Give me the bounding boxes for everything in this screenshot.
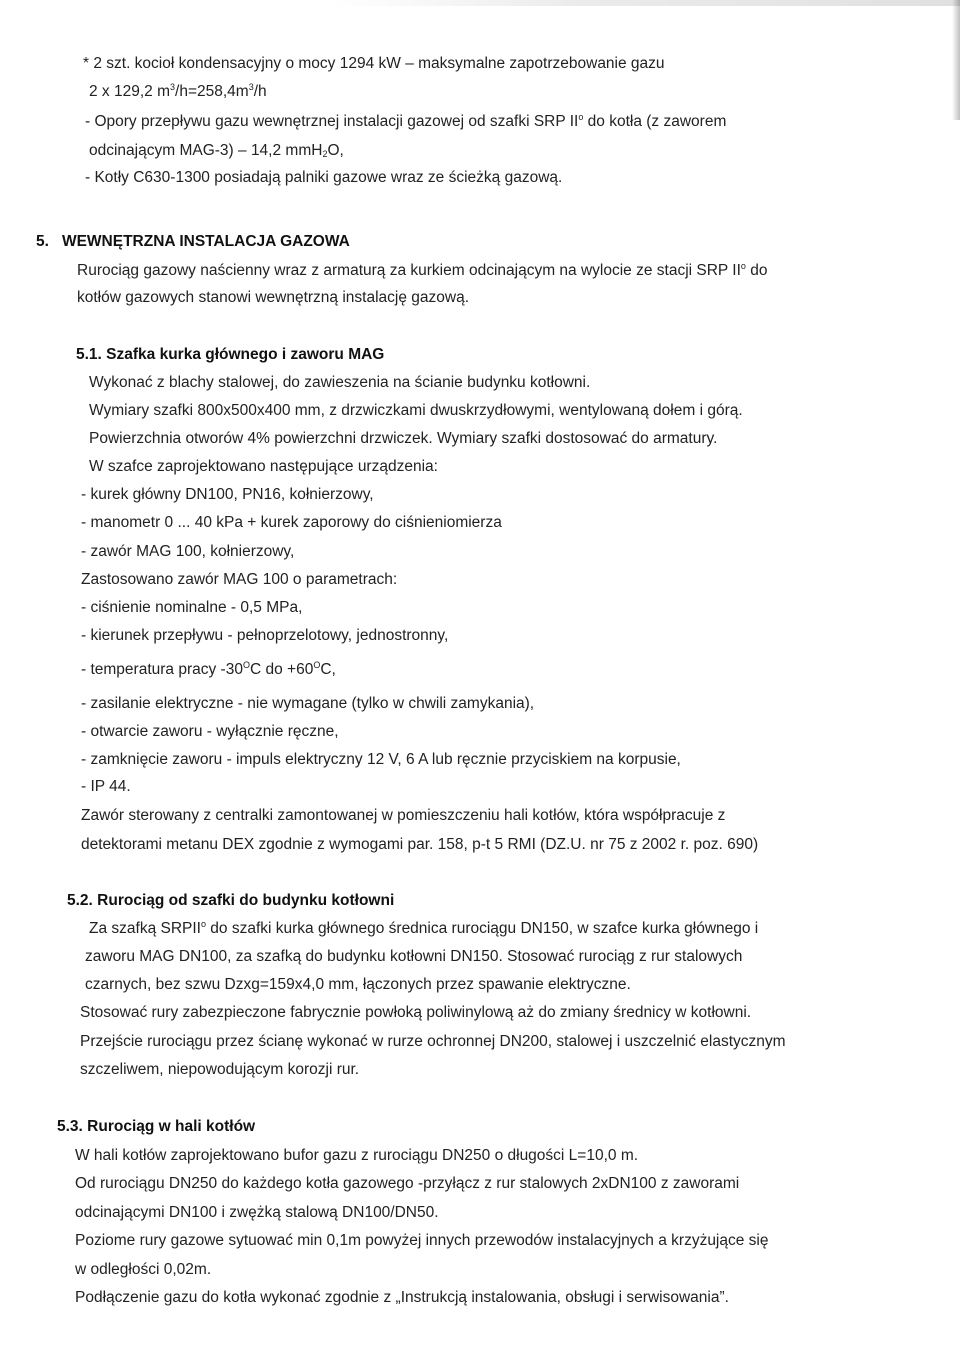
- section-5-1-list-item: - zasilanie elektryczne - nie wymagane (tylko w chwili zamykania),: [81, 695, 535, 712]
- section-5-1-list-item: - otwarcie zaworu - wyłącznie ręczne,: [81, 723, 339, 740]
- section-5-1-temperature-item: - temperatura pracy $-30^OC$ do $+60^OC$,: [81, 660, 336, 678]
- section-5-1-line: Wymiary szafki 800x500x400 mm, z drzwiczkami dwuskrzydłowymi, wentylowaną dołem i górą.: [89, 402, 743, 419]
- section-5-1-list-item: - IP 44.: [81, 778, 131, 795]
- section-5-paragraph-line-1: Rurociąg gazowy naścienny wraz z armaturą za kurkiem odcinającym na wylocie ze stacji SRP $II^o$ do: [77, 261, 768, 279]
- section-5-2-line: szczeliwem, niepowodującym korozji rur.: [80, 1061, 360, 1078]
- section-5-1-line: Wykonać z blachy stalowej, do zawieszenia na ścianie budynku kotłowni.: [89, 374, 591, 391]
- section-5-3-heading: 5.3. Rurociąg w hali kotłów: [57, 1118, 256, 1135]
- section-5-1-heading: 5.1. Szafka kurka głównego i zaworu MAG: [76, 346, 385, 363]
- section-5-2-line: czarnych, bez szwu Dzxg=159x4,0 mm, łączonych przez spawanie elektryczne.: [85, 976, 631, 993]
- section-5-1-list-item: - zawór MAG 100, kołnierzowy,: [81, 543, 295, 560]
- section-5-1-line: Powierzchnia otworów 4% powierzchni drzwiczek. Wymiary szafki dostosować do armatury.: [89, 430, 718, 447]
- flow-resistance-line-2: odcinającym MAG-3) – 14,2 mmH$_2$O,: [89, 142, 344, 159]
- section-5-3-line: W hali kotłów zaprojektowano bufor gazu z rurociągu DN250 o długości L=10,0 m.: [75, 1147, 639, 1164]
- section-5-1-list-item: - kierunek przepływu - pełnoprzelotowy, jednostronny,: [81, 627, 449, 644]
- section-5-heading: 5. WEWNĘTRZNA INSTALACJA GAZOWA: [36, 233, 350, 250]
- section-5-1-list-item: - ciśnienie nominalne - 0,5 MPa,: [81, 599, 303, 616]
- section-5-2-heading: 5.2. Rurociąg od szafki do budynku kotłowni: [67, 892, 395, 909]
- section-5-2-line: Za szafką SRPII$^o$ do szafki kurka głównego średnica rurociągu DN150, w szafce kurka głównego i: [89, 919, 759, 937]
- section-5-1-line: W szafce zaprojektowano następujące urządzenia:: [89, 458, 438, 475]
- section-5-1-line: detektorami metanu DEX zgodnie z wymogami par. 158, p-t 5 RMI (DZ.U. nr 75 z 2002 r. poz. 690): [81, 836, 759, 853]
- section-5-paragraph-line-2: kotłów gazowych stanowi wewnętrzną instalację gazową.: [77, 289, 470, 306]
- section-5-1-list-item: - zamknięcie zaworu - impuls elektryczny 12 V, 6 A lub ręcznie przyciskiem na korpusie,: [81, 751, 681, 768]
- section-5-1-line: Zastosowano zawór MAG 100 o parametrach:: [81, 571, 398, 588]
- section-5-1-line: Zawór sterowany z centralki zamontowanej w pomieszczeniu hali kotłów, która współpracuje z: [81, 807, 726, 824]
- scan-edge-right: [952, 0, 960, 120]
- section-5-2-line: zaworu MAG DN100, za szafką do budynku kotłowni DN150. Stosować rurociąg z rur stalowych: [85, 948, 743, 965]
- section-5-3-line: w odległości 0,02m.: [75, 1261, 212, 1278]
- section-5-1-list-item: - kurek główny DN100, PN16, kołnierzowy,: [81, 486, 374, 503]
- section-5-3-line: Poziome rury gazowe sytuować min 0,1m powyżej innych przewodów instalacyjnych a krzyżujące się: [75, 1232, 769, 1249]
- section-5-1-list-item: - manometr 0 ... 40 kPa + kurek zaporowy do ciśnieniomierza: [81, 514, 502, 531]
- section-5-3-line: Podłączenie gazu do kotła wykonać zgodnie z „Instrukcją instalowania, obsługi i serwisowania”.: [75, 1289, 729, 1306]
- section-5-2-line: Przejście rurociągu przez ścianę wykonać w rurze ochronnej DN200, stalowej i uszczelnić elastycznym: [80, 1033, 786, 1050]
- section-5-3-line: Od rurociągu DN250 do każdego kotła gazowego -przyłącz z rur stalowych 2xDN100 z zaworami: [75, 1175, 740, 1192]
- boiler-burners-line: - Kotły C630-1300 posiadają palniki gazowe wraz ze ścieżką gazową.: [85, 169, 563, 186]
- flow-resistance-line: - Opory przepływu gazu wewnętrznej instalacji gazowej od szafki SRP $II^o$ do kotła (z zaworem: [85, 112, 727, 130]
- section-5-2-line: Stosować rury zabezpieczone fabrycznie powłoką poliwinylową aż do zmiany średnicy w kotłowni.: [80, 1004, 752, 1021]
- scan-edge-top: [330, 0, 960, 6]
- gas-demand-line: 2 x 129,2 $m^3/h=258,4m^3/h$: [89, 82, 267, 100]
- section-5-3-line: odcinającymi DN100 i zwężką stalową DN100/DN50.: [75, 1204, 439, 1221]
- boiler-spec-line: * 2 szt. kocioł kondensacyjny o mocy 1294 kW – maksymalne zapotrzebowanie gazu: [83, 55, 665, 72]
